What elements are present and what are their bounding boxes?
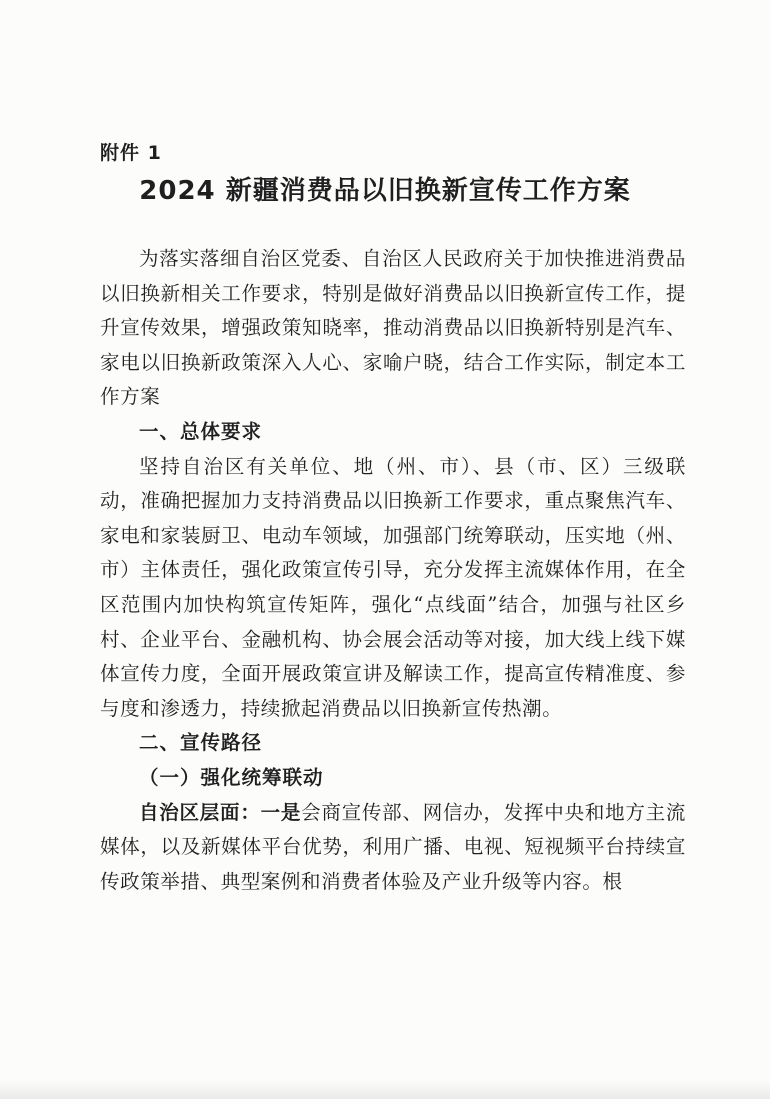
attachment-label: 附件 1	[100, 142, 162, 164]
general-requirements-paragraph: 坚持自治区有关单位、地（州、市）、县（市、区）三级联动，准确把握加力支持消费品以旧换新工作要求，重点聚焦汽车、家电和家装厨卫、电动车领域，加强部门统筹联动，压实地（州、市）主体责任，强化政策宣传引导，充分发挥主流媒体作用，在全区范围内加快构筑宣传矩阵，强化“点线面”结合，加强与社区乡村、企业平台、金融机构、协会展会活动等对接，加大线上线下媒体宣传力度，全面开展政策宣讲及解读工作，提高宣传精准度、参与度和渗透力，持续掀起消费品以旧换新宣传热潮。	[100, 454, 686, 720]
regional-level-text: 会商宣传部、网信办，发挥中央和地方主流媒体，以及新媒体平台优势，利用广播、电视、短视频平台持续宣传政策举措、典型案例和消费者体验及产业升级等内容。根	[100, 800, 686, 893]
section-heading-general-requirements: 一、总体要求	[139, 419, 263, 443]
document-title: 2024 新疆消费品以旧换新宣传工作方案	[139, 176, 631, 206]
section-heading-publicity-paths: 二、宣传路径	[139, 731, 263, 755]
document-body	[100, 242, 686, 899]
regional-level-paragraph	[100, 796, 686, 900]
intro-paragraph: 为落实落细自治区党委、自治区人民政府关于加快推进消费品以旧换新相关工作要求，特别是做好消费品以旧换新宣传工作，提升宣传效果，增强政策知晓率，推动消费品以旧换新特别是汽车、家电以旧换新政策深入人心、家喻户晓，结合工作实际，制定本工作方案	[100, 247, 686, 409]
regional-level-lead: 自治区层面：一是	[139, 800, 302, 824]
subsection-heading-coordination: （一）强化统筹联动	[139, 765, 324, 789]
scan-shadow	[0, 1080, 770, 1099]
